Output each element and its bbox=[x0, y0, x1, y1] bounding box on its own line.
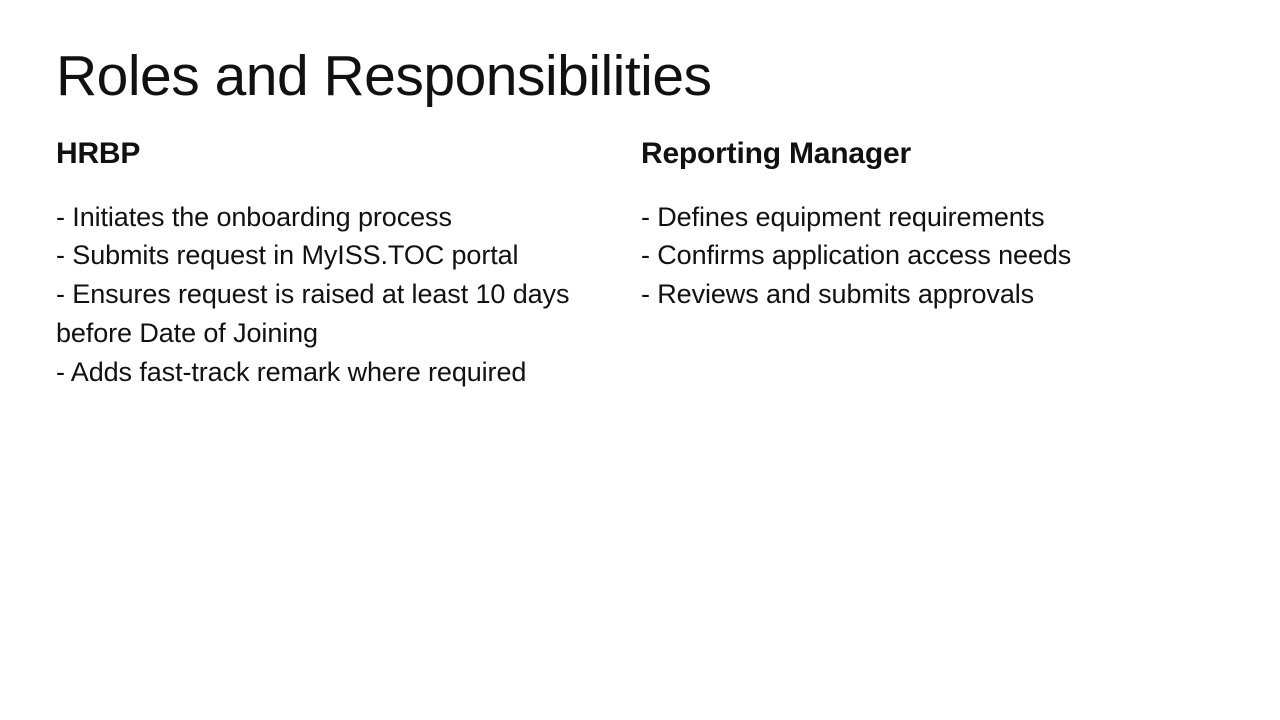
list-item: - Confirms application access needs bbox=[640, 240, 1072, 271]
column-reporting-manager bbox=[640, 136, 1224, 315]
list-item: - Initiates the onboarding process bbox=[56, 201, 452, 232]
list-item: - Ensures request is raised at least 10 days before Date of Joining bbox=[56, 279, 570, 349]
column-heading-reporting-manager: Reporting Manager bbox=[640, 136, 911, 170]
bullet-list-reporting-manager bbox=[641, 198, 1151, 315]
column-hrbp bbox=[56, 136, 640, 392]
bullet-list-hrbp bbox=[56, 198, 596, 392]
content-columns bbox=[56, 136, 1224, 392]
page-title: Roles and Responsibilities bbox=[56, 44, 712, 108]
column-heading-hrbp: HRBP bbox=[56, 136, 141, 170]
list-item: - Submits request in MyISS.TOC portal bbox=[56, 240, 519, 271]
list-item: - Reviews and submits approvals bbox=[640, 279, 1035, 310]
list-item: - Adds fast-track remark where required bbox=[56, 357, 527, 388]
list-item: - Defines equipment requirements bbox=[640, 201, 1045, 232]
